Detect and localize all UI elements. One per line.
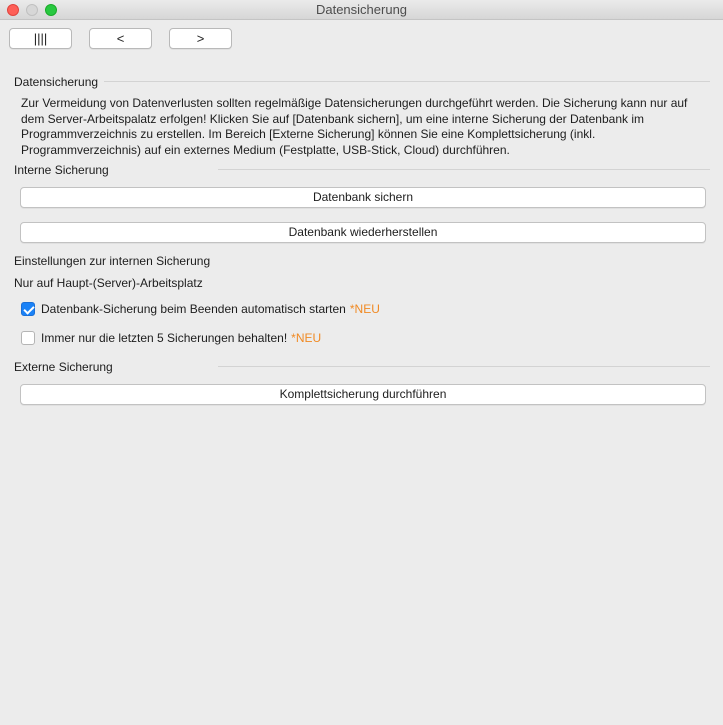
option-auto-backup[interactable] bbox=[21, 301, 380, 317]
back-button[interactable]: < bbox=[89, 28, 152, 49]
section-title-datensicherung: Datensicherung bbox=[14, 75, 99, 89]
section-title-externe-sicherung: Externe Sicherung bbox=[14, 360, 113, 374]
description-text: Zur Vermeidung von Datenverlusten sollten regelmäßige Datensicherungen durchgeführt werden. Die Sicherung kann nur auf dem Server-Arbeitspalatz erfolgen! Klicken Sie auf [Datenbank sichern], um eine interne Sicherung der Datenbank im Programmverzeichnis zu erstellen. Im Bereich [Externe Sicherung] können Sie eine Komplettsicherung (inkl. Programmverzeichnis) auf ein externes Medium (Festplatte, USB-Stick, Cloud) durchführen. bbox=[21, 96, 688, 157]
forward-button[interactable]: > bbox=[169, 28, 232, 49]
full-backup-button[interactable]: Komplettsicherung durchführen bbox=[20, 384, 706, 405]
backup-database-button[interactable]: Datenbank sichern bbox=[20, 187, 706, 208]
auto-backup-label: Datenbank-Sicherung beim Beenden automatisch starten bbox=[41, 302, 346, 316]
section-divider bbox=[218, 366, 710, 367]
section-title-einstellungen: Einstellungen zur internen Sicherung bbox=[14, 254, 211, 268]
keep-last-five-label: Immer nur die letzten 5 Sicherungen behalten! bbox=[41, 331, 288, 345]
server-only-note: Nur auf Haupt-(Server)-Arbeitsplatz bbox=[14, 276, 203, 290]
new-badge: *NEU bbox=[291, 331, 322, 345]
menu-button[interactable]: |||| bbox=[9, 28, 72, 49]
restore-database-button[interactable]: Datenbank wiederherstellen bbox=[20, 222, 706, 243]
section-title-interne-sicherung: Interne Sicherung bbox=[14, 163, 109, 177]
window-title: Datensicherung bbox=[315, 2, 408, 17]
title-bar bbox=[0, 0, 723, 20]
auto-backup-checkbox[interactable] bbox=[21, 302, 35, 316]
option-keep-last-five[interactable] bbox=[21, 330, 321, 346]
section-divider bbox=[218, 169, 710, 170]
new-badge: *NEU bbox=[349, 302, 380, 316]
keep-last-five-checkbox[interactable] bbox=[21, 331, 35, 345]
section-divider bbox=[104, 81, 710, 82]
